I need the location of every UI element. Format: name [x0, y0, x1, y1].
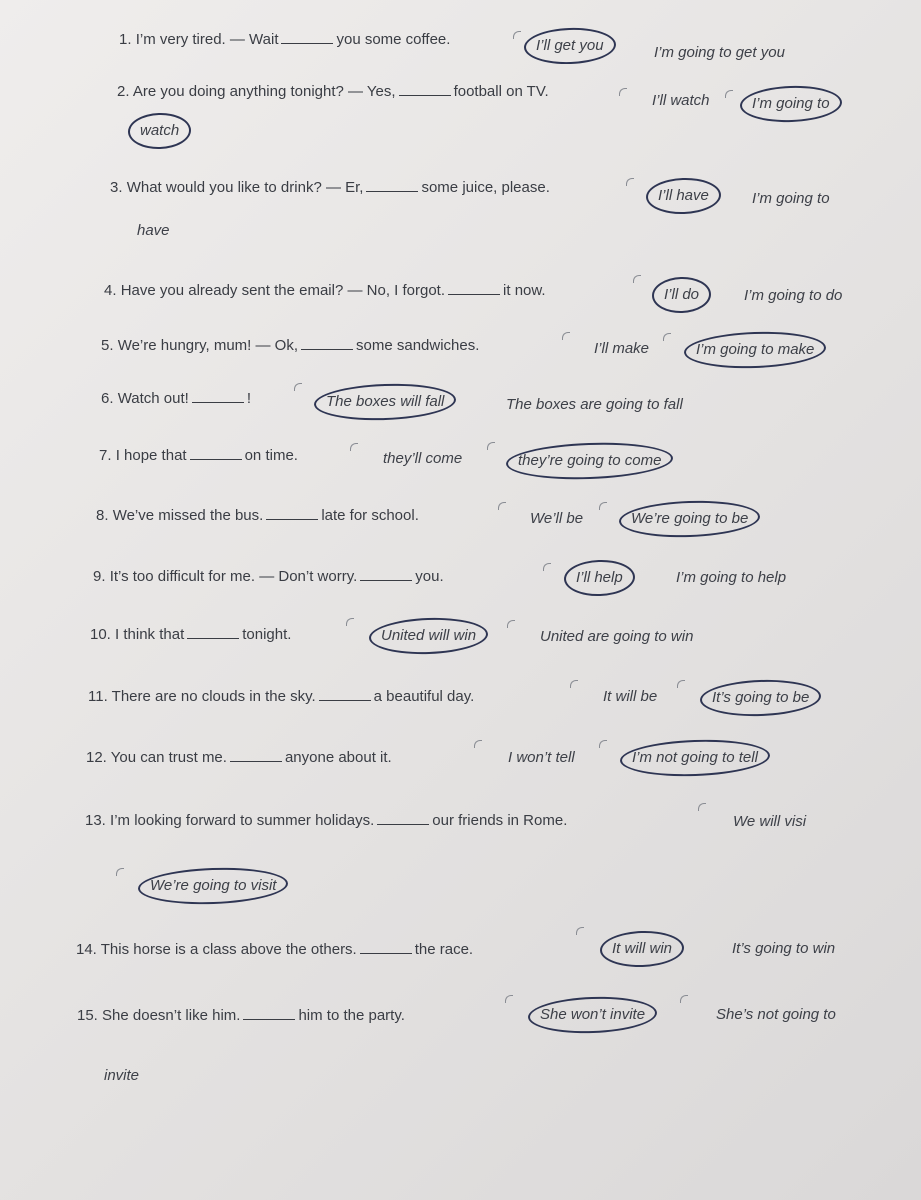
question-text-after: you.: [415, 568, 444, 585]
answer-blank: [230, 749, 282, 762]
check-mark-icon: [498, 502, 506, 510]
question-9: [93, 567, 444, 587]
option-1: they’ll come: [383, 450, 463, 467]
check-mark-icon: [677, 680, 685, 688]
check-mark-icon: [543, 563, 551, 571]
option-1-circled: She won’t invite: [540, 1006, 646, 1023]
check-mark-icon: [350, 443, 358, 451]
option-1-circled: I’ll get you: [536, 37, 604, 54]
check-mark-icon: [487, 442, 495, 450]
option-2-circled: We’re going to be: [631, 510, 749, 527]
answer-blank: [399, 83, 451, 96]
question-text: Watch out!: [117, 390, 189, 407]
option-2: I’m going to get you: [654, 44, 785, 61]
option-2-circled: I’m not going to tell: [632, 749, 758, 766]
option-1: We will visi: [733, 813, 807, 830]
answer-blank: [301, 337, 353, 350]
answer-blank: [319, 688, 371, 701]
question-text: I’m very tired. — Wait: [135, 31, 279, 48]
question-12: [86, 748, 392, 768]
question-text-after: some sandwiches.: [356, 337, 480, 354]
answer-blank: [266, 507, 318, 520]
check-mark-icon: [294, 383, 302, 391]
check-mark-icon: [698, 803, 706, 811]
answer-blank: [243, 1007, 295, 1020]
question-text-after: a beautiful day.: [373, 688, 475, 705]
question-7: [99, 446, 298, 466]
question-text-after: !: [246, 390, 251, 407]
question-number: 2.: [117, 83, 130, 100]
answer-blank: [448, 282, 500, 295]
question-text-after: him to the party.: [298, 1007, 405, 1024]
option-1-circled: It will win: [612, 940, 673, 957]
option-2-circled: they’re going to come: [518, 452, 662, 469]
check-mark-icon: [633, 275, 641, 283]
question-number: 1.: [119, 31, 132, 48]
check-mark-icon: [680, 995, 688, 1003]
check-mark-icon: [619, 88, 627, 96]
check-mark-icon: [507, 620, 515, 628]
answer-blank: [281, 31, 333, 44]
question-number: 14.: [76, 941, 97, 958]
answer-blank: [366, 179, 418, 192]
question-text: We’re hungry, mum! — Ok,: [117, 337, 299, 354]
answer-blank: [360, 568, 412, 581]
question-text-after: late for school.: [321, 507, 419, 524]
option-2-continued: watch: [140, 122, 180, 139]
question-number: 10.: [90, 626, 111, 643]
option-2: It’s going to win: [732, 940, 836, 957]
question-number: 9.: [93, 568, 106, 585]
option-1: We’ll be: [530, 510, 584, 527]
check-mark-icon: [562, 332, 570, 340]
question-number: 5.: [101, 337, 114, 354]
question-text-after: on time.: [244, 447, 298, 464]
option-2-circled: It’s going to be: [712, 689, 810, 706]
question-5: [101, 336, 479, 356]
check-mark-icon: [505, 995, 513, 1003]
question-number: 13.: [85, 812, 106, 829]
question-number: 15.: [77, 1007, 98, 1024]
check-mark-icon: [513, 31, 521, 39]
option-1: I’ll watch: [652, 92, 710, 109]
question-1: [119, 30, 450, 50]
question-text: Are you doing anything tonight? — Yes,: [132, 83, 396, 100]
option-1: It will be: [603, 688, 658, 705]
option-2-continued: invite: [104, 1067, 140, 1084]
question-number: 4.: [104, 282, 117, 299]
question-4: [104, 281, 546, 301]
option-2-circled: I’m going to make: [696, 341, 815, 358]
question-text: We’ve missed the bus.: [112, 507, 264, 524]
question-text: Have you already sent the email? — No, I forgot.: [120, 282, 446, 299]
question-text: It’s too difficult for me. — Don’t worry.: [109, 568, 358, 585]
question-text-after: the race.: [414, 941, 474, 958]
option-2-circled: We’re going to visit: [150, 877, 277, 894]
option-1: I won’t tell: [508, 749, 575, 766]
question-10: [90, 625, 291, 645]
option-1-circled: I’ll help: [576, 569, 623, 586]
option-2: I’m going to help: [676, 569, 787, 586]
question-3: [110, 178, 550, 198]
question-text: I think that: [115, 626, 185, 643]
question-text-after: you some coffee.: [336, 31, 451, 48]
question-text-after: tonight.: [242, 626, 292, 643]
question-text-after: football on TV.: [453, 83, 549, 100]
question-text-after: it now.: [503, 282, 546, 299]
option-2: I’m going to: [752, 190, 830, 207]
question-15: [77, 1006, 405, 1026]
check-mark-icon: [626, 178, 634, 186]
check-mark-icon: [725, 90, 733, 98]
option-2: She’s not going to: [716, 1006, 836, 1023]
option-1-circled: The boxes will fall: [326, 393, 445, 410]
question-text: What would you like to drink? — Er,: [126, 179, 364, 196]
question-text: I hope that: [115, 447, 187, 464]
answer-blank: [190, 447, 242, 460]
question-text: I’m looking forward to summer holidays.: [110, 812, 375, 829]
answer-blank: [360, 941, 412, 954]
option-2: I’m going to do: [744, 287, 843, 304]
question-13: [85, 811, 567, 831]
question-6: [101, 389, 251, 409]
option-2-circled: I’m going to: [752, 95, 830, 112]
option-2-continued: have: [137, 222, 170, 239]
check-mark-icon: [599, 502, 607, 510]
question-number: 8.: [96, 507, 109, 524]
answer-blank: [187, 626, 239, 639]
question-number: 11.: [88, 688, 108, 705]
option-1-circled: I’ll do: [664, 286, 700, 303]
option-1-circled: I’ll have: [658, 187, 709, 204]
check-mark-icon: [599, 740, 607, 748]
check-mark-icon: [474, 740, 482, 748]
question-8: [96, 506, 419, 526]
check-mark-icon: [116, 868, 124, 876]
question-text-after: anyone about it.: [284, 749, 392, 766]
option-2: The boxes are going to fall: [506, 396, 683, 413]
question-text: You can trust me.: [110, 749, 227, 766]
check-mark-icon: [346, 618, 354, 626]
question-number: 12.: [86, 749, 107, 766]
question-number: 7.: [99, 447, 112, 464]
question-text-after: our friends in Rome.: [432, 812, 568, 829]
question-number: 6.: [101, 390, 114, 407]
question-text: This horse is a class above the others.: [100, 941, 357, 958]
check-mark-icon: [570, 680, 578, 688]
option-1-circled: United will win: [381, 627, 477, 644]
question-11: [88, 687, 474, 707]
question-text-after: some juice, please.: [421, 179, 550, 196]
question-text: She doesn’t like him.: [102, 1007, 241, 1024]
check-mark-icon: [576, 927, 584, 935]
answer-blank: [192, 390, 244, 403]
option-1: I’ll make: [594, 340, 650, 357]
question-text: There are no clouds in the sky.: [111, 688, 316, 705]
question-2: [117, 82, 549, 102]
check-mark-icon: [663, 333, 671, 341]
option-2: United are going to win: [540, 628, 694, 645]
answer-blank: [377, 812, 429, 825]
question-number: 3.: [110, 179, 123, 196]
question-14: [76, 940, 473, 960]
